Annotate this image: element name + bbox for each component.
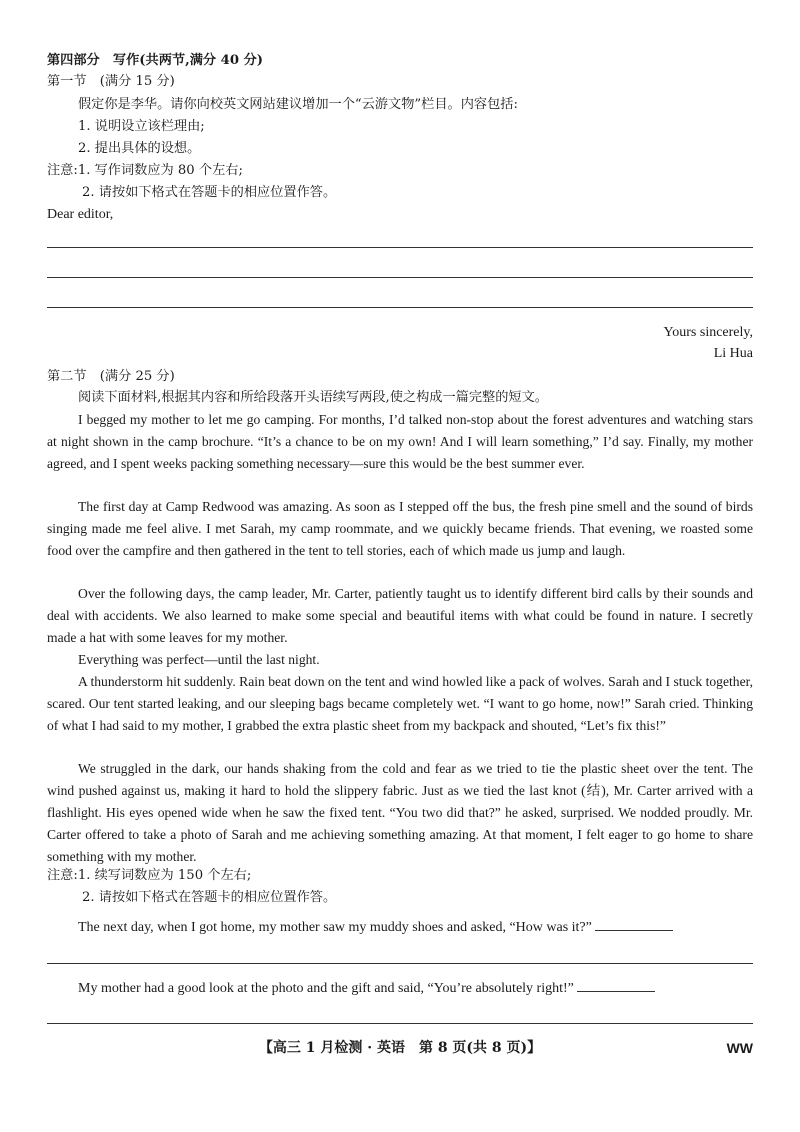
section2-note-2: 2. 请按如下格式在答题卡的相应位置作答。: [82, 890, 337, 905]
answer-line: [47, 1023, 753, 1024]
story-paragraph: I begged my mother to let me go camping. For months, I’d talked non-stop about the forest adventures and watching stars at night shown in the camp brochure. “It’s a chance to be on my own! And I will learn something,” I’d say. Finally, my mother agreed, and I spent weeks packing something necessary—sure this would be the best summer ever.: [47, 412, 753, 471]
section2-heading: 第二节 (满分 25 分): [47, 369, 175, 384]
section2-instruction: 阅读下面材料,根据其内容和所给段落开头语续写两段,使之构成一篇完整的短文。: [78, 390, 548, 405]
section1-note-2: 2. 请按如下格式在答题卡的相应位置作答。: [82, 185, 337, 200]
starter-2-text: My mother had a good look at the photo and the gift and said, “You’re absolutely right!”: [78, 981, 574, 996]
part-title: 第四部分 写作(共两节,满分 40 分): [47, 53, 264, 68]
writing-blank: [595, 918, 673, 931]
writing-blank: [577, 979, 655, 992]
section1-point-1: 1. 说明设立该栏理由;: [78, 119, 205, 134]
answer-line: [47, 963, 753, 964]
story-paragraph: The first day at Camp Redwood was amazing. As soon as I stepped off the bus, the fresh pine smell and the sound of birds singing made me feel alive. I met Sarah, my camp roommate, and we quickly became friends. That evening, we roasted some food over the campfire and then gathered in the tent to tell stories, each of which made us jump and laugh.: [47, 499, 753, 558]
story-paragraph: Over the following days, the camp leader, Mr. Carter, patiently taught us to identify different bird calls by their sounds and deal with accidents. We also learned to make some special and beautiful items with what could be found in nature. I secretly made a hat with some leaves for my mother.: [47, 586, 753, 645]
answer-line: [47, 247, 753, 248]
letter-salutation: Dear editor,: [47, 207, 114, 222]
continuation-starter-1: [78, 918, 673, 938]
footer-tag: WW: [726, 1040, 753, 1056]
letter-closing: Yours sincerely,: [663, 325, 753, 340]
section1-heading: 第一节 (满分 15 分): [47, 74, 175, 89]
section2-note-1: 注意:1. 续写词数应为 150 个左右;: [47, 868, 252, 883]
section1-point-2: 2. 提出具体的设想。: [78, 141, 201, 156]
letter-signature: Li Hua: [713, 346, 753, 361]
starter-1-text: The next day, when I got home, my mother saw my muddy shoes and asked, “How was it?”: [78, 920, 592, 935]
page-footer: 【高三 1 月检测 · 英语 第 8 页(共 8 页)】: [258, 1040, 542, 1056]
story-paragraph: We struggled in the dark, our hands shaking from the cold and fear as we tried to tie the plastic sheet over the tent. The wind pushed against us, making it hard to hold the slippery fabric. Just as we tied the last knot (结), Mr. Carter arrived with a flashlight. His eyes opened wide when he saw the fixed tent. “You two did that?” he asked, surprised. We nodded proudly. Mr. Carter offered to take a photo of Sarah and me achieving something amazing. At that moment, I felt eager to go home to share something with my mother.: [47, 761, 753, 864]
story-paragraph: A thunderstorm hit suddenly. Rain beat down on the tent and wind howled like a pack of wolves. Sarah and I stuck together, scared. Our tent started leaking, and our sleeping bags became completely wet. “I want to go home, now!” Sarah cried. Thinking of what I had said to my mother, I grabbed the extra plastic sheet from my backpack and shouted, “Let’s fix this!”: [47, 674, 753, 733]
section1-note-1: 注意:1. 写作词数应为 80 个左右;: [47, 163, 243, 178]
answer-line: [47, 307, 753, 308]
answer-line: [47, 277, 753, 278]
section1-prompt: 假定你是李华。请你向校英文网站建议增加一个“云游文物”栏目。内容包括:: [78, 97, 518, 112]
continuation-starter-2: [78, 979, 655, 999]
story-paragraph: Everything was perfect—until the last night.: [78, 652, 320, 667]
